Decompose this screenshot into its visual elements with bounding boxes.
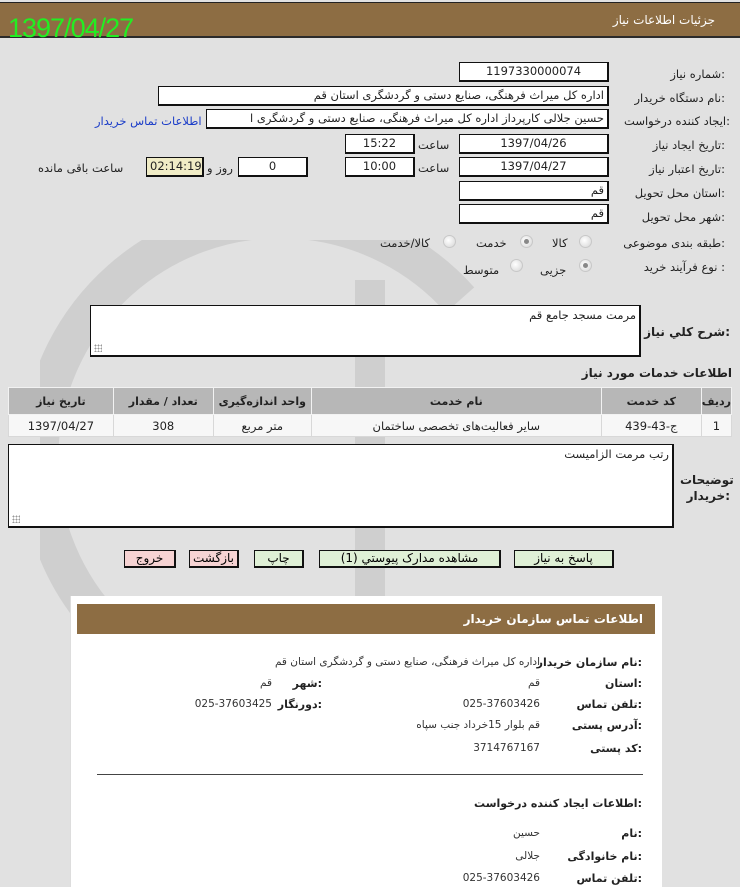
page-title: جزئیات اطلاعات نیاز <box>612 13 715 27</box>
days-label: روز و <box>207 161 233 175</box>
cell-service-code: ج-43-439 <box>601 415 701 437</box>
delivery-city-label: شهر محل تحویل: <box>641 210 725 224</box>
purchase-minor-label: جزیی <box>540 263 567 277</box>
table-header-row <box>9 388 732 415</box>
fax-label: دورنگار: <box>277 698 322 711</box>
requester-field[interactable]: حسین جلالی کارپرداز اداره کل میراث فرهنگی، صنایع دستی و گردشگری ا <box>206 109 609 129</box>
first-name-value: حسین <box>512 827 540 839</box>
category-radio-goods-service[interactable] <box>443 235 456 248</box>
purchase-radio-medium[interactable] <box>510 259 523 272</box>
services-table <box>8 387 732 437</box>
cell-service-name: سایر فعالیت‌های تخصصی ساختمان <box>311 415 601 437</box>
description-text: مرمت مسجد جامع قم <box>529 308 636 322</box>
exit-button[interactable]: خروج <box>124 550 176 568</box>
requester-label: ایجاد کننده درخواست: <box>624 114 730 128</box>
last-name-label: نام خانوادگی: <box>567 850 642 863</box>
view-attachments-button[interactable]: مشاهده مدارک پیوستي (1) <box>319 550 501 568</box>
fax-value: 025-37603425 <box>194 698 272 710</box>
last-name-value: جلالی <box>515 850 540 862</box>
category-goods-label: کالا <box>552 236 568 250</box>
org-name-value: اداره کل میراث فرهنگی، صنایع دستی و گردشگری استان قم <box>274 656 540 668</box>
need-number-label: شماره نیاز: <box>670 67 725 81</box>
reply-button[interactable]: پاسخ به نیاز <box>514 550 614 568</box>
buyer-notes-textarea[interactable] <box>8 444 674 528</box>
cell-unit: متر مربع <box>213 415 311 437</box>
category-label: طبقه بندی موضوعی: <box>623 236 725 250</box>
purchase-medium-label: متوسط <box>463 263 500 277</box>
category-radio-service[interactable] <box>520 235 533 248</box>
buyer-org-field[interactable]: اداره کل میراث فرهنگی، صنایع دستی و گردشگری استان قم <box>158 86 609 106</box>
header-bar <box>0 2 740 43</box>
buyer-org-label: نام دستگاه خریدار: <box>634 91 725 105</box>
delivery-province-field[interactable]: قم <box>459 181 609 201</box>
back-button[interactable]: بازگشت <box>189 550 239 568</box>
creator-phone-value: 025-37603426 <box>462 872 540 884</box>
buyer-notes-text: رتب مرمت الزامیست <box>564 447 669 461</box>
col-service-name: نام خدمت <box>311 388 601 415</box>
province-value: قم <box>527 677 540 689</box>
resize-grip-icon[interactable] <box>12 515 20 523</box>
address-value: قم بلوار 15خرداد جنب سپاه <box>416 719 540 731</box>
resize-grip-icon[interactable] <box>94 344 102 352</box>
postal-code-label: کد پستی: <box>590 742 642 755</box>
validity-date-field[interactable]: 1397/04/27 <box>459 157 609 177</box>
divider <box>97 774 643 775</box>
validity-date-label: تاریخ اعتبار نیاز: <box>649 162 725 176</box>
creator-phone-label: تلفن تماس: <box>576 872 642 885</box>
buyer-notes-label: توضیحات خریدار: <box>680 473 734 503</box>
purchase-radio-minor[interactable] <box>579 259 592 272</box>
col-unit: واحد اندازه‌گیری <box>213 388 311 415</box>
province-label: استان: <box>604 677 642 690</box>
buyer-contact-link[interactable]: اطلاعات تماس خریدار <box>95 114 202 128</box>
contact-panel-header <box>77 604 655 634</box>
purchase-type-label: نوع فرآیند خرید : <box>643 260 725 274</box>
validity-time-label: ساعت <box>418 161 450 175</box>
creation-time-label: ساعت <box>418 138 450 152</box>
remaining-time-field: 02:14:19 <box>146 157 204 177</box>
table-row <box>9 415 732 437</box>
col-service-code: کد خدمت <box>601 388 701 415</box>
category-radio-goods[interactable] <box>579 235 592 248</box>
category-service-label: خدمت <box>476 236 507 250</box>
col-quantity: تعداد / مقدار <box>113 388 213 415</box>
city-value: قم <box>259 677 272 689</box>
cell-index: 1 <box>701 415 731 437</box>
phone-value: 025-37603426 <box>462 698 540 710</box>
creation-date-field[interactable]: 1397/04/26 <box>459 134 609 154</box>
city-label: شهر: <box>292 677 322 690</box>
postal-code-value: 3714767167 <box>473 742 540 754</box>
description-textarea[interactable] <box>90 305 641 357</box>
creation-date-label: تاریخ ایجاد نیاز: <box>652 138 725 152</box>
first-name-label: نام: <box>621 827 642 840</box>
col-index: ردیف <box>701 388 731 415</box>
remaining-days-field[interactable]: 0 <box>238 157 308 177</box>
phone-label: تلفن تماس: <box>576 698 642 711</box>
cell-quantity: 308 <box>113 415 213 437</box>
contact-panel-title: اطلاعات تماس سازمان خریدار <box>463 612 643 626</box>
services-section-title: اطلاعات خدمات مورد نیاز <box>581 366 732 380</box>
category-goods-service-label: کالا/خدمت <box>380 236 431 250</box>
org-name-label: نام سازمان خریدار: <box>536 656 642 669</box>
delivery-province-label: استان محل تحویل: <box>634 186 725 200</box>
creation-time-field[interactable]: 15:22 <box>345 134 415 154</box>
delivery-city-field[interactable]: قم <box>459 204 609 224</box>
need-number-field[interactable]: 1197330000074 <box>459 62 609 82</box>
date-stamp: 1397/04/27 <box>8 13 134 43</box>
cell-need-date: 1397/04/27 <box>9 415 114 437</box>
validity-time-field[interactable]: 10:00 <box>345 157 415 177</box>
creator-section-title: اطلاعات ایجاد کننده درخواست: <box>474 797 642 810</box>
print-button[interactable]: چاپ <box>254 550 304 568</box>
address-label: آدرس پستی: <box>571 719 642 732</box>
remaining-label: ساعت باقی مانده <box>38 161 124 175</box>
buyer-contact-panel <box>70 596 662 887</box>
description-label: شرح کلي نياز: <box>644 325 730 339</box>
col-need-date: تاریخ نیاز <box>9 388 114 415</box>
